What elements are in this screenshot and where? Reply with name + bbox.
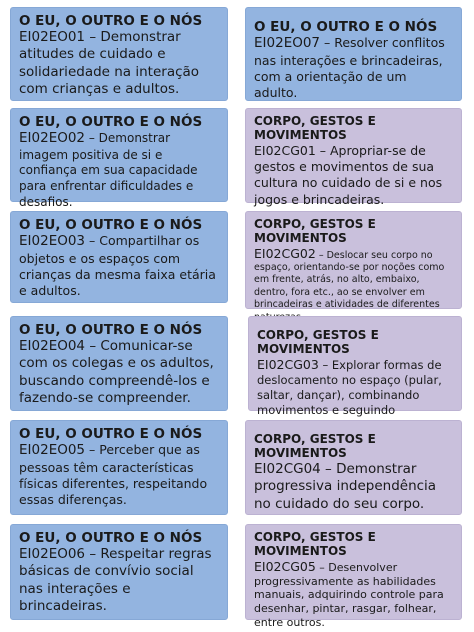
card-title: CORPO, GESTOS E MOVIMENTOS [257,328,379,357]
card-title: O EU, O OUTRO E O NÓS [19,426,203,442]
objective-card-ei02eo03 [10,211,228,303]
objective-code: EI02CG04 [254,460,321,477]
objective-card-ei02eo05 [10,420,228,515]
objective-code: EI02EO05 [19,442,86,459]
card-title: O EU, O OUTRO E O NÓS [19,217,203,233]
objective-text: – Resolver conflitos nas interações e brincadeiras, com a orientação de um adulto. [254,35,445,101]
objective-card-ei02cg02 [245,211,462,309]
objective-card-ei02eo01 [10,7,228,101]
card-title: O EU, O OUTRO E O NÓS [254,19,438,35]
objective-text: – Deslocar seu corpo no espaço, orientando-se por noções como em frente, atrás, no alto, embaixo, dentro, fora etc., ao se envolver em brincadeiras e atividades de diferentes [254,249,445,311]
objective-card-ei02eo04 [10,316,228,411]
objective-text: – Explorar formas de deslocamento no espaço (pular, saltar, dançar), combinando movimentos e seguindo [257,357,442,417]
objective-code: EI02EO06 [19,546,86,563]
card-title: O EU, O OUTRO E O NÓS [19,114,203,130]
card-title: CORPO, GESTOS E MOVIMENTOS [254,114,376,143]
card-title: CORPO, GESTOS E MOVIMENTOS [254,432,376,461]
objective-card-ei02eo02 [10,108,228,209]
objective-code: EI02EO04 [19,338,86,355]
objective-code: EI02CG01 [254,142,316,158]
objective-card-ei02cg05 [245,524,462,629]
card-title: CORPO, GESTOS E MOVIMENTOS [254,217,376,246]
objective-code: EI02EO01 [19,29,86,46]
objective-text: – Comunicar-se com os colegas e os adultos, buscando compreendê-los e fazendo-se compreender. [19,338,214,406]
card-title: O EU, O OUTRO E O NÓS [19,322,203,338]
objective-card-ei02eo07 [245,7,462,101]
objective-text: – Desenvolver progressivamente as habilidades manuais, adquirindo controle para desenhar, pintar, rasgar, folhear, entre outros. [254,560,444,629]
objective-card-ei02cg04 [245,420,462,515]
objective-text: – Demonstrar imagem positiva de si e confiança em sua capacidade para enfrentar dificuldades e desafios. [19,131,198,209]
objective-code: EI02CG02 [254,245,316,261]
card-title: O EU, O OUTRO E O NÓS [19,530,203,546]
objective-card-ei02cg01 [245,108,462,207]
objective-code: EI02CG05 [254,558,316,574]
card-title: CORPO, GESTOS E MOVIMENTOS [254,530,376,559]
objective-code: EI02EO03 [19,233,86,250]
objective-text: – Demonstrar atitudes de cuidado e solidariedade na interação com crianças e adultos. [19,29,200,97]
card-title: O EU, O OUTRO E O NÓS [19,13,203,29]
objective-text: – Compartilhar os objetos e os espaços com crianças da mesma faixa etária e adultos. [19,233,216,299]
objective-card-ei02cg03 [248,316,462,417]
objective-code: EI02EO02 [19,130,86,147]
objective-text: – Perceber que as pessoas têm características físicas diferentes, respeitando essas diferenças. [19,442,208,508]
objective-card-ei02eo06 [10,524,228,620]
objective-text: – Apropriar-se de gestos e movimentos de sua cultura no cuidado de si e nos jogos e brincadeiras. [254,142,443,207]
objective-text: – Respeitar regras básicas de convívio social nas interações e brincadeiras. [19,546,212,614]
objective-code: EI02EO07 [254,35,321,52]
objective-text: – Demonstrar progressiva independência no cuidado do seu corpo. [254,460,437,512]
objective-code: EI02CG03 [257,356,319,372]
